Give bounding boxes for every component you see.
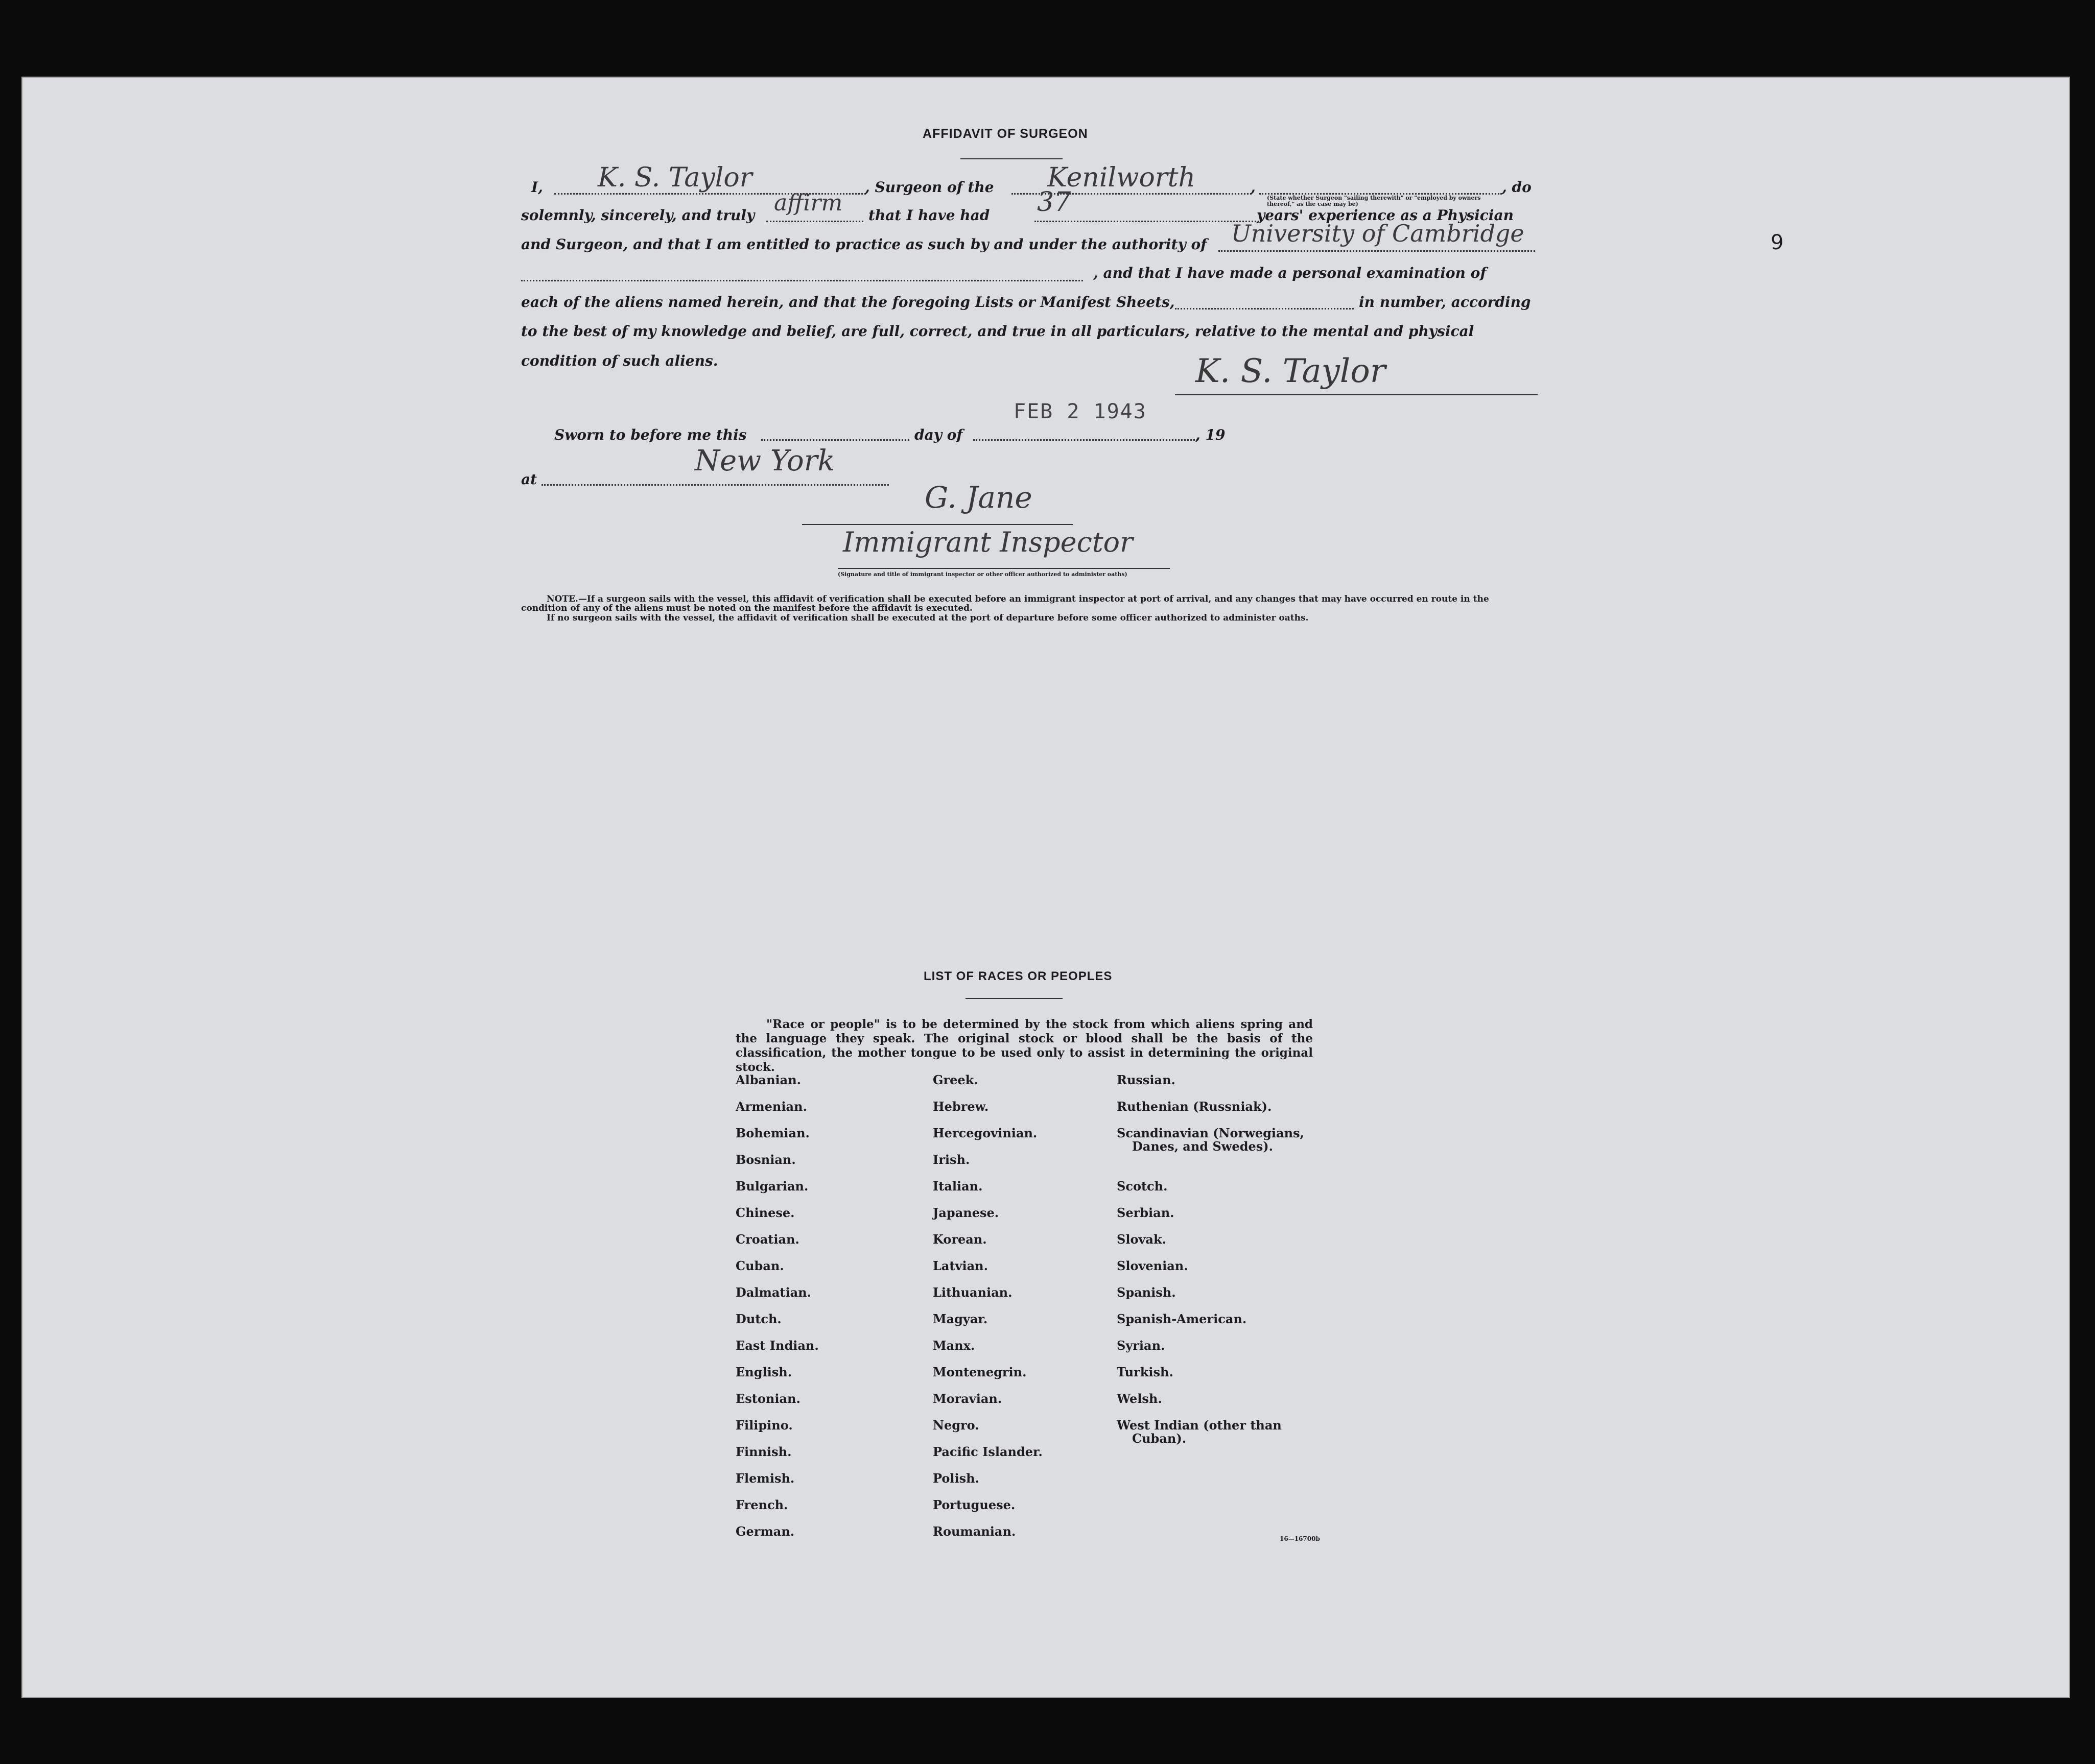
- handwritten-affirm: affirm: [774, 190, 843, 216]
- sworn-text-b: day of: [914, 426, 963, 443]
- inspector-rule: [802, 524, 1073, 525]
- race-item: Dalmatian.: [736, 1285, 811, 1300]
- affidavit-line3: and Surgeon, and that I am entitled to practice as such by and under the authority of: [521, 236, 1207, 253]
- race-item: Russian.: [1117, 1072, 1175, 1087]
- races-title: LIST OF RACES OR PEOPLES: [924, 969, 1113, 983]
- affidavit-line5a: each of the aliens named herein, and that the foregoing Lists or Manifest Sheets,: [521, 294, 1175, 311]
- sworn-text-c: , 19: [1195, 426, 1226, 443]
- authority-line-2: [521, 280, 1083, 281]
- race-item: English.: [736, 1365, 792, 1379]
- race-item: Spanish.: [1117, 1285, 1176, 1300]
- affidavit-line2b: that I have had: [868, 207, 990, 224]
- race-item: Bohemian.: [736, 1126, 810, 1140]
- form-code: 16—16700b: [1280, 1535, 1320, 1542]
- race-item: Finnish.: [736, 1444, 792, 1459]
- inspector-title-rule: [838, 568, 1170, 569]
- race-item: Portuguese.: [933, 1497, 1016, 1512]
- race-item: Montenegrin.: [933, 1365, 1027, 1379]
- affidavit-line5b: in number, according: [1359, 294, 1531, 311]
- affidavit-line2a: solemnly, sincerely, and truly: [521, 207, 755, 224]
- race-item: Negro.: [933, 1418, 979, 1433]
- race-item: German.: [736, 1524, 795, 1539]
- race-item: Bosnian.: [736, 1152, 796, 1167]
- race-item: Hebrew.: [933, 1099, 989, 1114]
- race-item: French.: [736, 1497, 788, 1512]
- race-item: Korean.: [933, 1232, 987, 1247]
- race-item: Estonian.: [736, 1391, 801, 1406]
- comma: ,: [1251, 179, 1256, 196]
- affidavit-line6: to the best of my knowledge and belief, are full, correct, and true in all particulars, relative to the mental and physical: [521, 323, 1474, 340]
- race-item: Japanese.: [933, 1205, 999, 1220]
- title-rule: [960, 158, 1063, 159]
- race-item: Pacific Islander.: [933, 1444, 1043, 1459]
- race-item: Scotch.: [1117, 1179, 1168, 1194]
- race-item: West Indian (other than: [1117, 1418, 1282, 1433]
- race-item: Scandinavian (Norwegians,: [1117, 1126, 1304, 1140]
- signature-rule: [1175, 394, 1538, 395]
- race-item: Dutch.: [736, 1312, 782, 1326]
- affidavit-do: , do: [1502, 179, 1532, 196]
- sheets-line: [1175, 308, 1354, 309]
- race-item: Albanian.: [736, 1072, 801, 1087]
- affidavit-title: AFFIDAVIT OF SURGEON: [923, 127, 1088, 141]
- authority-line: [1218, 250, 1535, 252]
- handwritten-vessel: Kenilworth: [1047, 162, 1196, 193]
- at-label: at: [521, 471, 537, 488]
- race-item: Magyar.: [933, 1312, 988, 1326]
- race-item: Welsh.: [1117, 1391, 1162, 1406]
- handwritten-years: 37: [1037, 187, 1071, 218]
- race-item: Cuban.: [736, 1258, 784, 1273]
- race-item: Chinese.: [736, 1205, 795, 1220]
- inspector-signature: G. Jane: [925, 480, 1032, 515]
- race-item: Hercegovinian.: [933, 1126, 1038, 1140]
- race-item: Slovenian.: [1117, 1258, 1188, 1273]
- affidavit-line7: condition of such aliens.: [521, 352, 718, 369]
- inspector-title: Immigrant Inspector: [843, 526, 1133, 558]
- race-item: Slovak.: [1117, 1232, 1166, 1247]
- sworn-month-line: [973, 439, 1198, 441]
- affidavit-line4: , and that I have made a personal examination of: [1093, 265, 1487, 281]
- race-item: Roumanian.: [933, 1524, 1016, 1539]
- race-item: Latvian.: [933, 1258, 988, 1273]
- years-line: [1034, 221, 1259, 222]
- affidavit-surgeon-of-the: , Surgeon of the: [865, 179, 994, 196]
- state-note: (State whether Surgeon "sailing therewith" or "employed by owners thereof," as the case may be): [1267, 195, 1481, 207]
- race-item: Bulgarian.: [736, 1179, 809, 1194]
- date-stamp: FEB 2 1943: [1014, 400, 1147, 423]
- sworn-day-line: [761, 439, 909, 441]
- race-item: Turkish.: [1117, 1365, 1173, 1379]
- race-item: Lithuanian.: [933, 1285, 1013, 1300]
- race-item: Danes, and Swedes).: [1132, 1139, 1273, 1154]
- handwritten-place: New York: [695, 444, 835, 478]
- affidavit-note-2: If no surgeon sails with the vessel, the affidavit of verification shall be executed at the port of departure before some officer authorized to administer oaths.: [547, 613, 1309, 623]
- surgeon-signature: K. S. Taylor: [1195, 352, 1386, 390]
- race-item: Serbian.: [1117, 1205, 1174, 1220]
- race-item: East Indian.: [736, 1338, 819, 1353]
- race-item: Armenian.: [736, 1099, 807, 1114]
- document-page: [21, 77, 2070, 1698]
- race-item: Filipino.: [736, 1418, 793, 1433]
- race-item: Spanish-American.: [1117, 1312, 1247, 1326]
- race-item: Croatian.: [736, 1232, 799, 1247]
- races-title-rule: [966, 998, 1063, 999]
- sworn-text-a: Sworn to before me this: [554, 426, 747, 443]
- race-item: Italian.: [933, 1179, 983, 1194]
- handwritten-surgeon-name: K. S. Taylor: [598, 162, 752, 193]
- race-item: Syrian.: [1117, 1338, 1165, 1353]
- race-item: Greek.: [933, 1072, 978, 1087]
- race-item: Manx.: [933, 1338, 975, 1353]
- race-item: Irish.: [933, 1152, 970, 1167]
- signature-caption: (Signature and title of immigrant inspector or other officer authorized to administer oaths): [838, 571, 1127, 578]
- race-item: Moravian.: [933, 1391, 1002, 1406]
- affidavit-i: I,: [531, 179, 543, 196]
- race-item: Cuban).: [1132, 1431, 1187, 1446]
- races-intro: "Race or people" is to be determined by the stock from which aliens spring and the language they speak. The original stock or blood shall be the basis of the classification, the mother tongue to be used only to assist in determining the original stock.: [736, 1017, 1313, 1074]
- affidavit-note-1: NOTE.—If a surgeon sails with the vessel, this affidavit of verification shall be executed before an immigrant inspector at port of arrival, and any changes that may have occurred en route in the condition of any of the aliens must be noted on the manifest before the affidavit is executed.: [521, 594, 1489, 613]
- handwritten-authority: University of Cambridge: [1231, 220, 1524, 247]
- place-line: [542, 484, 889, 486]
- race-item: Polish.: [933, 1471, 979, 1486]
- affidavit-line2c: years' experience as a Physician: [1257, 207, 1514, 224]
- race-item: Flemish.: [736, 1471, 795, 1486]
- page-number: 9: [1771, 231, 1784, 254]
- race-item: Ruthenian (Russniak).: [1117, 1099, 1272, 1114]
- affirm-line: [766, 221, 863, 222]
